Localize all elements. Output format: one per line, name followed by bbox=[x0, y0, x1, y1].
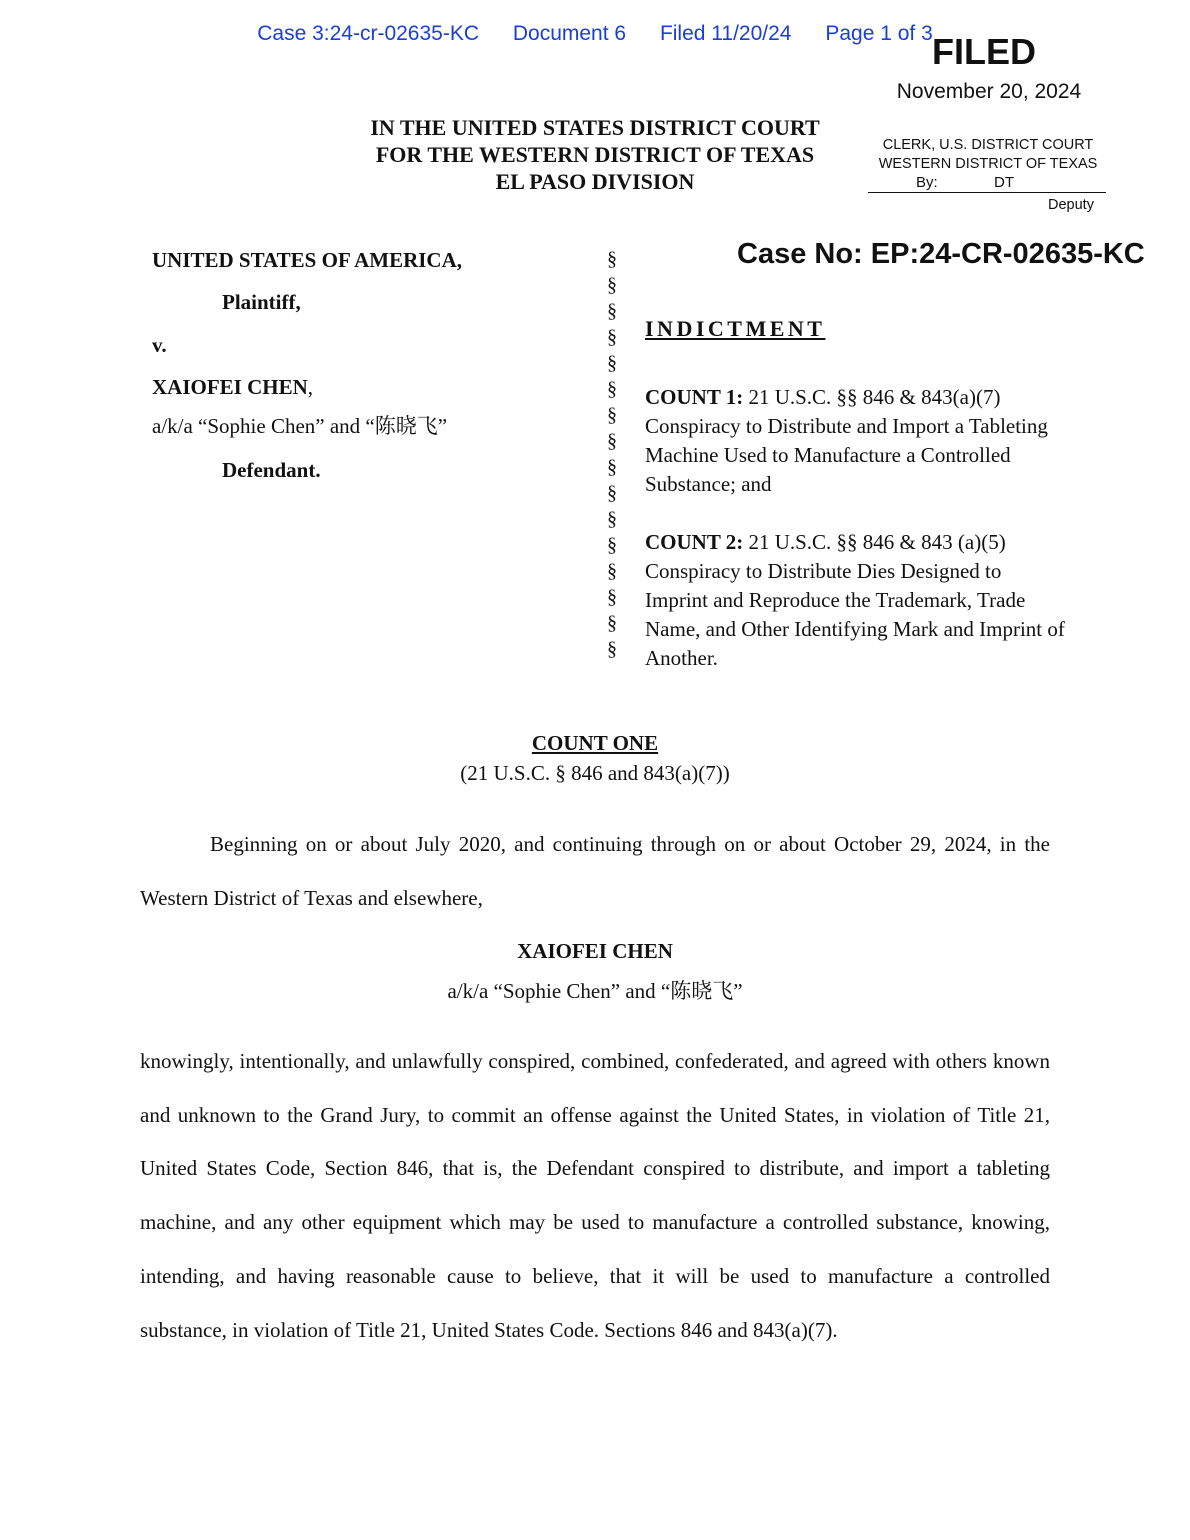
section-symbol: § bbox=[607, 300, 617, 322]
filed-stamp-date: November 20, 2024 bbox=[896, 80, 1082, 103]
count-1-description: Conspiracy to Distribute and Import a Tableting Machine Used to Manufacture a Controlled Substance; and bbox=[645, 414, 1048, 496]
header-page-number: Page 1 of 3 bbox=[825, 22, 933, 45]
defendant-name: XAIOFEI CHEN bbox=[152, 375, 308, 399]
count-one-body: knowingly, intentionally, and unlawfully conspired, combined, confederated, and agreed with others known and unknown to the Grand Jury, to commit an offense against the United States, in violation of Title 21, United States Code, Section 846, that is, the Defendant conspired to distribute, and import a tableting machine, and any other equipment which may be used to manufacture a controlled substance, knowing, intending, and having reasonable cause to believe, that it will be used to manufacture a controlled substance, in violation of Title 21, United States Code. Sections 846 and 843(a)(7). bbox=[140, 1049, 1050, 1342]
clerk-by-initials: DT bbox=[994, 174, 1014, 191]
count-one-title: COUNT ONE bbox=[531, 731, 659, 755]
section-symbol: § bbox=[607, 586, 617, 608]
clerk-by-label: By: bbox=[916, 174, 938, 191]
clerk-deputy-label: Deputy bbox=[1048, 197, 1094, 213]
section-symbol: § bbox=[607, 274, 617, 296]
section-symbol: § bbox=[607, 456, 617, 478]
plaintiff-label: Plaintiff, bbox=[222, 290, 301, 314]
section-symbol: § bbox=[607, 404, 617, 426]
defendant-name-comma: , bbox=[307, 375, 314, 399]
clerk-line-2: WESTERN DISTRICT OF TEXAS bbox=[878, 156, 1098, 172]
court-division: EL PASO DIVISION bbox=[495, 169, 695, 194]
section-symbol: § bbox=[607, 248, 617, 270]
header-case-number: Case 3:24-cr-02635-KC bbox=[257, 22, 480, 45]
section-symbol: § bbox=[607, 352, 617, 374]
count-1-statute: 21 U.S.C. §§ 846 & 843(a)(7) bbox=[743, 385, 1001, 409]
count-2-description: Conspiracy to Distribute Dies Designed to Imprint and Reproduce the Trademark, Trade Name, and Other Identifying Mark and Imprint of Another. bbox=[645, 559, 1065, 670]
count-2-label: COUNT 2: bbox=[645, 530, 744, 554]
count-one-intro-text: Beginning on or about July 2020, and continuing through on or about October 29, 2024, in the Western District of Texas and elsewhere, bbox=[140, 832, 1050, 910]
count-one-intro bbox=[140, 818, 1050, 925]
section-symbol: § bbox=[607, 534, 617, 556]
count-1-label: COUNT 1: bbox=[645, 385, 744, 409]
section-symbol: § bbox=[607, 482, 617, 504]
filed-stamp-title: FILED bbox=[932, 31, 1036, 72]
court-name-line-1: IN THE UNITED STATES DISTRICT COURT bbox=[370, 115, 820, 140]
section-symbol: § bbox=[607, 612, 617, 634]
clerk-line-1: CLERK, U.S. DISTRICT COURT bbox=[882, 137, 1094, 153]
document-type: INDICTMENT bbox=[645, 316, 826, 341]
count-2-summary bbox=[645, 528, 1065, 673]
section-symbol: § bbox=[607, 378, 617, 400]
section-symbol: § bbox=[607, 326, 617, 348]
plaintiff-name: UNITED STATES OF AMERICA, bbox=[152, 248, 462, 272]
header-filed-date: Filed 11/20/24 bbox=[659, 22, 792, 45]
versus: v. bbox=[152, 333, 167, 357]
section-symbol-column bbox=[600, 246, 624, 662]
count-1-summary bbox=[645, 383, 1065, 499]
clerk-by-line bbox=[868, 174, 1106, 193]
case-number: Case No: EP:24-CR-02635-KC bbox=[737, 238, 1145, 270]
defendant-name-line bbox=[152, 375, 313, 400]
section-symbol: § bbox=[607, 508, 617, 530]
section-symbol: § bbox=[607, 638, 617, 660]
court-name-line-2: FOR THE WESTERN DISTRICT OF TEXAS bbox=[375, 142, 815, 167]
count-one-statute: (21 U.S.C. § 846 and 843(a)(7)) bbox=[460, 761, 730, 785]
count-one-defendant-aka: a/k/a “Sophie Chen” and “陈晓飞” bbox=[447, 979, 743, 1003]
count-2-statute: 21 U.S.C. §§ 846 & 843 (a)(5) bbox=[743, 530, 1006, 554]
defendant-aka: a/k/a “Sophie Chen” and “陈晓飞” bbox=[152, 414, 448, 438]
count-one-defendant-name: XAIOFEI CHEN bbox=[517, 939, 673, 963]
section-symbol: § bbox=[607, 430, 617, 452]
defendant-label: Defendant. bbox=[222, 458, 321, 482]
header-document-number: Document 6 bbox=[512, 22, 627, 45]
section-symbol: § bbox=[607, 560, 617, 582]
